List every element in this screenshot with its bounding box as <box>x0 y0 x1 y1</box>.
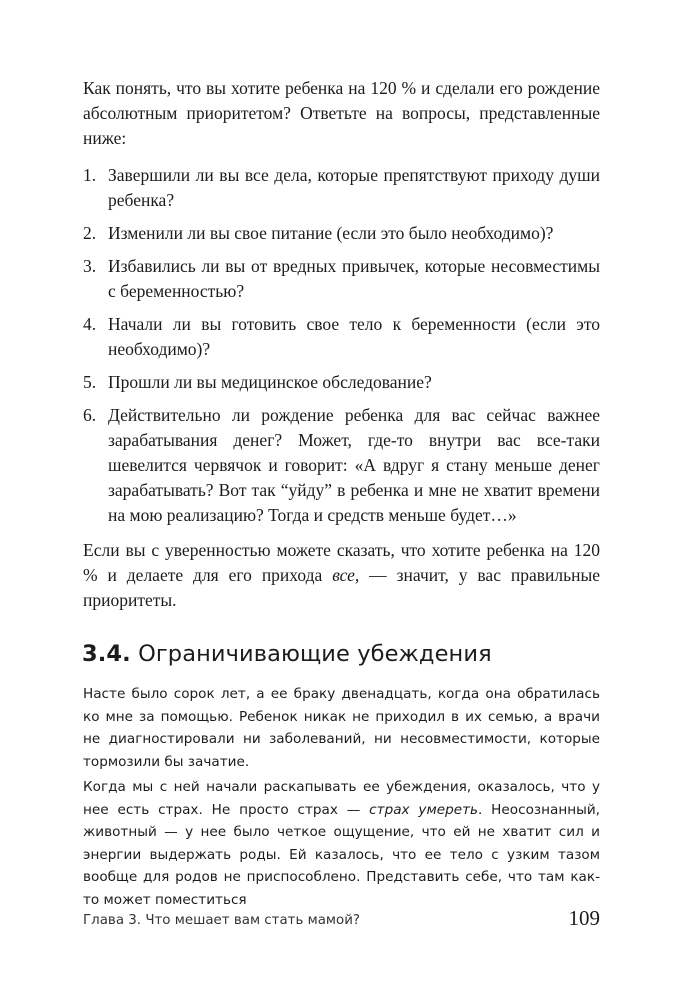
list-item <box>83 370 600 395</box>
list-item <box>83 403 600 528</box>
running-footer-title: Глава 3. Что мешает вам стать мамой? <box>83 913 361 928</box>
list-item-text: Прошли ли вы медицинское обследование? <box>108 372 432 392</box>
story-text-end: . Неосознанный, животный — у нее было четкое ощущение, что ей не хватит сил и энергии выдержать роды. Ей казалось, что ее тело с узким тазом вообще для родов не приспособлено. Представить себе, что там как-то может поместиться <box>83 801 600 908</box>
list-item-number: 1. <box>83 165 97 185</box>
list-item <box>83 163 600 213</box>
list-item <box>83 312 600 362</box>
conclusion-paragraph <box>83 538 600 613</box>
section-title: Ограничивающие убеждения <box>138 641 492 667</box>
story-text: Когда мы с ней начали раскапывать ее убеждения, оказалось, что у нее есть страх. Не просто страх — <box>83 779 600 818</box>
list-item-number: 2. <box>83 223 97 243</box>
list-item-number: 3. <box>83 256 97 276</box>
list-item-number: 5. <box>83 372 97 392</box>
conclusion-text-end: , — значит, у вас правильные приоритеты. <box>83 565 600 610</box>
list-item-text: Завершили ли вы все дела, которые препятствуют приходу души ребенка? <box>108 165 600 210</box>
list-item-number: 6. <box>83 405 97 425</box>
section-heading <box>82 641 492 667</box>
section-number: 3.4. <box>82 641 131 667</box>
story-emphasis: страх умереть <box>369 801 479 818</box>
list-item-text: Действительно ли рождение ребенка для вас сейчас важнее зарабатывания денег? Может, где-то внутри вас все-таки шевелится червячок и говорит: «А вдруг я стану меньше денег зарабатывать? Вот так “уйду” в ребенка и мне не хватит времени на мою реализацию? Тогда и средств меньше будет…» <box>108 405 600 525</box>
conclusion-text: Если вы с уверенностью можете сказать, что хотите ребенка на 120 % и делаете для его прихода <box>83 540 600 585</box>
conclusion-emphasis: все <box>332 565 355 585</box>
page-number: 109 <box>568 906 600 930</box>
list-item-text: Избавились ли вы от вредных привычек, которые несовместимы с беременностью? <box>108 256 600 301</box>
list-item <box>83 221 600 246</box>
list-item <box>83 254 600 304</box>
story-paragraph-2 <box>83 776 600 911</box>
list-item-text: Изменили ли вы свое питание (если это было необходимо)? <box>108 223 554 243</box>
question-list <box>83 163 600 536</box>
list-item-number: 4. <box>83 314 97 334</box>
intro-paragraph: Как понять, что вы хотите ребенка на 120 % и сделали его рождение абсолютным приоритетом? Ответьте на вопросы, представленные ниже: <box>83 78 600 148</box>
list-item-text: Начали ли вы готовить свое тело к беременности (если это необходимо)? <box>108 314 600 359</box>
story-paragraph-1: Насте было сорок лет, а ее браку двенадцать, когда она обратилась ко мне за помощью. Ребенок никак не приходил в их семью, а врачи не диагностировали ни заболеваний, ни несовместимости, которые тормозили бы зачатие. <box>83 686 600 770</box>
